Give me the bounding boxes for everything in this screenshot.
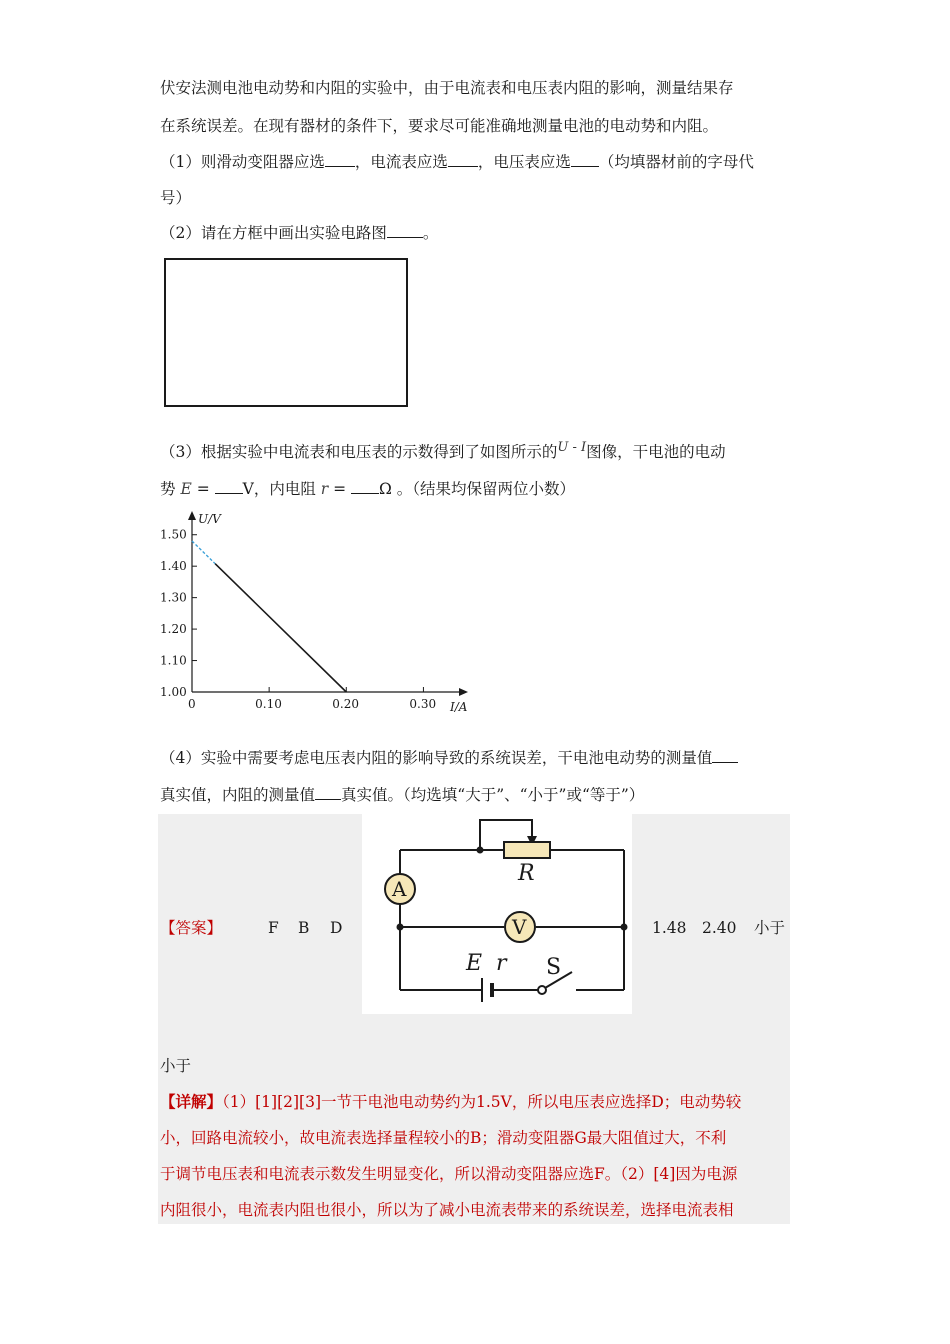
- y-axis-arrow: [188, 511, 196, 520]
- answer-label: 【答案】: [160, 919, 223, 937]
- q4-text-c: 真实值。（均选填“大于”、“小于”或“等于”）: [341, 786, 645, 804]
- question-1-line-1: [160, 152, 754, 172]
- y-tick-label: 1.40: [160, 559, 187, 574]
- q3-blank-emf: [215, 479, 243, 494]
- question-2: [160, 223, 438, 243]
- q1-blank-rheostat: [325, 152, 355, 167]
- y-axis-label: U/V: [198, 512, 221, 526]
- resistance-equals: =: [328, 480, 352, 498]
- switch-contact: [538, 986, 546, 994]
- internal-resistance-label: r: [496, 951, 507, 976]
- detail-text-1: （1）[1][2][3]一节干电池电动势约为1.5V，所以电压表应选择D；电动势较: [222, 1093, 742, 1111]
- extrapolated-line: [192, 541, 215, 564]
- ui-graph-label: U - I: [557, 440, 587, 455]
- intro-line-1: 伏安法测电池电动势和内阻的实验中，由于电流表和电压表内阻的影响，测量结果存: [160, 79, 734, 97]
- q2-blank-circuit: [387, 223, 423, 238]
- answer-voltmeter: D: [330, 919, 343, 937]
- q3-text-a: （3）根据实验中电流表和电压表的示数得到了如图所示的: [160, 443, 558, 461]
- q1-text-d: （均填器材前的字母代: [598, 153, 754, 171]
- detail-line-1: [160, 1092, 741, 1112]
- q3-text-shi: 势: [160, 480, 176, 498]
- question-4-line-1: [160, 748, 738, 768]
- y-tick-label: 1.00: [160, 685, 187, 699]
- q3-blank-resistance: [351, 479, 379, 494]
- question-4-line-2: [160, 785, 644, 805]
- q3-text-ohm: Ω 。（结果均保留两位小数）: [379, 480, 576, 498]
- y-tick-label: 1.30: [160, 590, 187, 605]
- q1-text-a: （1）则滑动变阻器应选: [160, 153, 325, 171]
- answer-resistance-compare: 小于: [160, 1057, 192, 1075]
- x-tick-label: 0.20: [332, 697, 360, 711]
- intro-line-2: 在系统误差。在现有器材的条件下，要求尽可能准确地测量电池的电动势和内阻。: [160, 117, 719, 135]
- answer-circuit-diagram: [362, 814, 632, 1014]
- emf-symbol: E: [180, 480, 192, 498]
- question-3-line-1: [160, 442, 726, 464]
- answer-resistance: 2.40: [702, 919, 737, 937]
- rheostat-label: R: [518, 861, 535, 886]
- measured-line: [215, 564, 346, 692]
- x-tick-label: 0: [188, 697, 196, 711]
- q4-blank-resistance: [315, 785, 341, 800]
- q4-text-a: （4）实验中需要考虑电压表内阻的影响导致的系统误差，干电池电动势的测量值: [160, 749, 713, 767]
- circuit-svg: [362, 814, 632, 1014]
- y-tick-label: 1.50: [160, 527, 187, 542]
- y-tick-label: 1.20: [160, 622, 187, 637]
- answer-emf: 1.48: [652, 919, 687, 937]
- answer-rheostat: F: [268, 919, 279, 937]
- q3-text-v: V，内电阻: [242, 480, 316, 498]
- q4-text-b: 真实值，内阻的测量值: [160, 786, 316, 804]
- x-axis-arrow: [459, 688, 468, 696]
- detail-line-4: 内阻很小，电流表内阻也很小，所以为了减小电流表带来的系统误差，选择电流表相: [160, 1201, 734, 1219]
- detail-line-2: 小，回路电流较小，故电流表选择量程较小的B；滑动变阻器G最大阻值过大，不利: [160, 1129, 727, 1147]
- q2-text-a: （2）请在方框中画出实验电路图: [160, 224, 387, 242]
- q1-text-c: ，电压表应选: [477, 153, 571, 171]
- x-tick-label: 0.10: [255, 697, 282, 711]
- detail-label: 【详解】: [160, 1092, 223, 1111]
- question-3-line-2: [160, 479, 575, 499]
- ammeter-label: A: [392, 877, 407, 901]
- rheostat: [504, 842, 550, 858]
- switch-label: S: [546, 955, 562, 980]
- q2-text-b: 。: [422, 224, 439, 242]
- q4-blank-emf: [712, 748, 738, 763]
- question-1-line-2: 号）: [160, 189, 192, 207]
- answer-emf-compare: 小于: [754, 919, 786, 937]
- y-tick-label: 1.10: [160, 653, 187, 668]
- junction-dot: [397, 924, 404, 931]
- q3-text-b: 图像，干电池的电动: [586, 443, 726, 461]
- voltmeter-label: V: [512, 915, 527, 939]
- emf-equals: =: [191, 480, 215, 498]
- x-axis-label: I/A: [450, 700, 468, 714]
- detail-line-3: 于调节电压表和电流表示数发生明显变化，所以滑动变阻器应选F。（2）[4]因为电源: [160, 1165, 738, 1183]
- x-tick-label: 0.30: [409, 697, 437, 711]
- answer-ammeter: B: [298, 919, 310, 937]
- q1-blank-voltmeter: [571, 152, 599, 167]
- emf-label: E: [466, 951, 483, 976]
- circuit-drawing-box: [164, 258, 408, 407]
- q1-text-b: ，电流表应选: [354, 153, 448, 171]
- junction-dot: [621, 924, 628, 931]
- junction-dot: [477, 847, 484, 854]
- u-i-graph: [150, 505, 480, 720]
- resistance-symbol: r: [320, 480, 329, 498]
- q1-blank-ammeter: [448, 152, 478, 167]
